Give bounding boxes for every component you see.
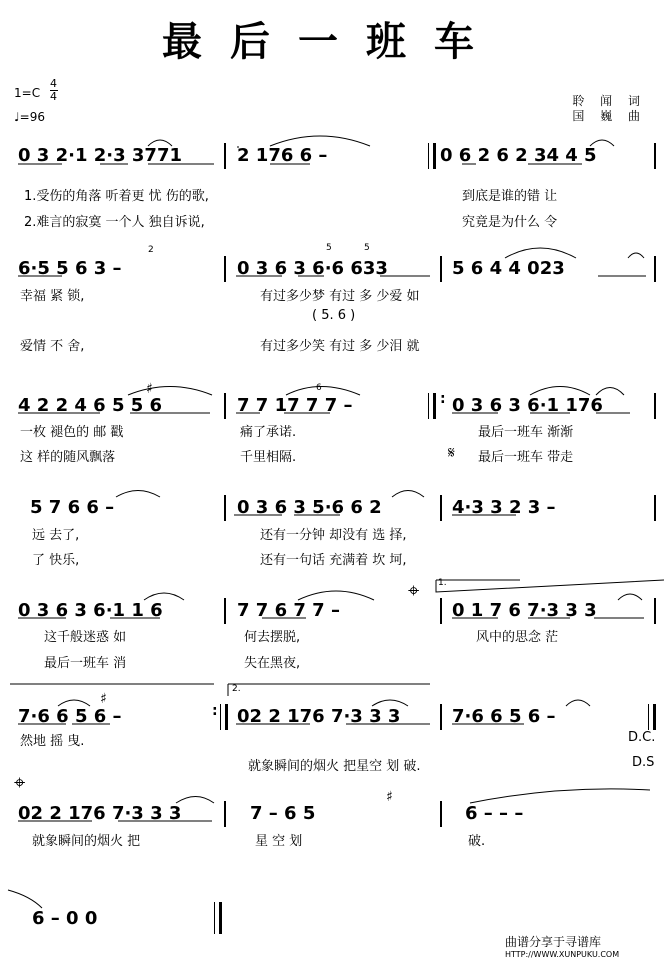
- svg-text:♯: ♯: [100, 691, 107, 707]
- measure: 7·6 6 5 6 –: [452, 706, 556, 727]
- lyric-line: ( 5. 6 ): [312, 308, 356, 323]
- key-signature: 1=C: [14, 86, 41, 100]
- svg-text:♯: ♯: [146, 381, 153, 397]
- volta-2: 2.: [232, 684, 241, 694]
- lyric-line: 这千般迷惑 如 何去摆脱, 风中的思念 茫: [44, 630, 559, 645]
- lyric-line: 就象瞬间的烟火 把星空 划 破. D.S: [248, 755, 655, 774]
- svg-text:6: 6: [316, 383, 322, 393]
- lyric-line: 了 快乐, 还有一句话 充满着 坎 坷,: [32, 553, 407, 568]
- lyric-line: 爱情 不 舍, 有过多少笑 有过 多 少泪 就: [20, 339, 420, 354]
- measure: 02 2 176 7·3 3 3: [18, 803, 182, 824]
- score-row-1: [0, 145, 664, 167]
- lyric-line: 2.难言的寂寞 一个人 独自诉说, 究竟是为什么 令: [24, 215, 558, 230]
- measure: 4 2 2 4 6 5 5 6: [18, 395, 163, 416]
- measure: 0 3 6 3 6·1 1 6: [18, 600, 163, 621]
- measure: 6·5 5 6 3 –: [18, 258, 122, 279]
- measure: 5 6 4 4 023: [452, 258, 565, 279]
- svg-text:5: 5: [364, 243, 370, 253]
- lyric-line: 就象瞬间的烟火 把 星 空 划 破.: [32, 834, 486, 849]
- lyric-line: 最后一班车 消 失在黑夜,: [44, 656, 301, 671]
- measure: 5 7 6 6 –: [30, 497, 115, 518]
- footer-credit: 曲谱分享于寻谱库: [505, 935, 602, 949]
- measure: 7 – 6 5: [250, 803, 316, 824]
- svg-text:♯: ♯: [386, 789, 393, 805]
- measure: 0 3 2·1 2·3 3771: [18, 145, 182, 166]
- credits: [572, 94, 646, 124]
- tempo-marking: ♩=96: [14, 110, 45, 124]
- segno-icon: 𝄋: [448, 443, 455, 462]
- score-row-6: 7·6 6 5 6 – : 02 2 176 7·3 3 3 7·6 6 5 6 –: [0, 706, 664, 728]
- score-row-5: [0, 578, 664, 622]
- song-title: 最后一班车: [162, 18, 502, 65]
- measure: 0 1 7 6 7·3 3 3: [452, 600, 597, 621]
- lyric-line: 远 去了, 还有一分钟 却没有 选 择,: [32, 528, 407, 543]
- measure: 2 176 6 –: [237, 145, 328, 166]
- svg-text:2: 2: [148, 245, 154, 255]
- lyric-line: 这 样的随风飘落 千里相隔. 𝄋 最后一班车 带走: [20, 443, 574, 465]
- measure: 0 3 6 3 6·1 176: [452, 395, 603, 416]
- time-signature: 4 4: [50, 77, 57, 103]
- lyric-line: 然地 摇 曳. D.C.: [20, 730, 656, 749]
- score-row-2: [0, 258, 664, 280]
- coda-icon: ⌖: [408, 578, 420, 602]
- measure: 0 3 6 3 5·6 6 2: [237, 497, 382, 518]
- lyric-line: 幸福 紧 锁, 有过多少梦 有过 多 少爱 如: [20, 289, 420, 304]
- lyric-line: 一枚 褪色的 邮 戳 痛了承诺. 最后一班车 渐渐: [20, 425, 574, 440]
- score-row-4: [0, 497, 664, 519]
- measure: 7·6 6 5 6 –: [18, 706, 122, 727]
- measure: 7 7 6 7 7 –: [237, 600, 340, 621]
- score-row-3: 4 2 2 4 6 5 5 6 7 7 17 7 7 – : 0 3 6 3 6·1 176: [0, 395, 664, 417]
- measure: 7 7 17 7 7 –: [237, 395, 353, 416]
- composer: 国 巍 曲: [572, 109, 646, 123]
- lyricist: 聆 闻 词: [572, 94, 646, 108]
- lyric-line: 1.受伤的角落 听着更 忧 伤的歌, 到底是谁的错 让: [24, 189, 558, 204]
- score-row-8: [0, 908, 664, 930]
- score-row-7: [0, 803, 664, 825]
- volta-1: 1.: [438, 578, 447, 588]
- footer-url[interactable]: HTTP://WWW.XUNPUKU.COM: [505, 950, 620, 959]
- measure: 4·3 3 2 3 –: [452, 497, 556, 518]
- measure: 0 3 6 3 6·6 633: [237, 258, 388, 279]
- coda-icon: ⌖: [14, 770, 26, 794]
- measure: 02 2 176 7·3 3 3: [237, 706, 401, 727]
- measure: 6 – 0 0: [32, 908, 98, 929]
- measure: 6 – – –: [465, 803, 524, 824]
- measure: 0 6 2 6 2 34 4 5: [440, 145, 597, 166]
- svg-text:5: 5: [326, 243, 332, 253]
